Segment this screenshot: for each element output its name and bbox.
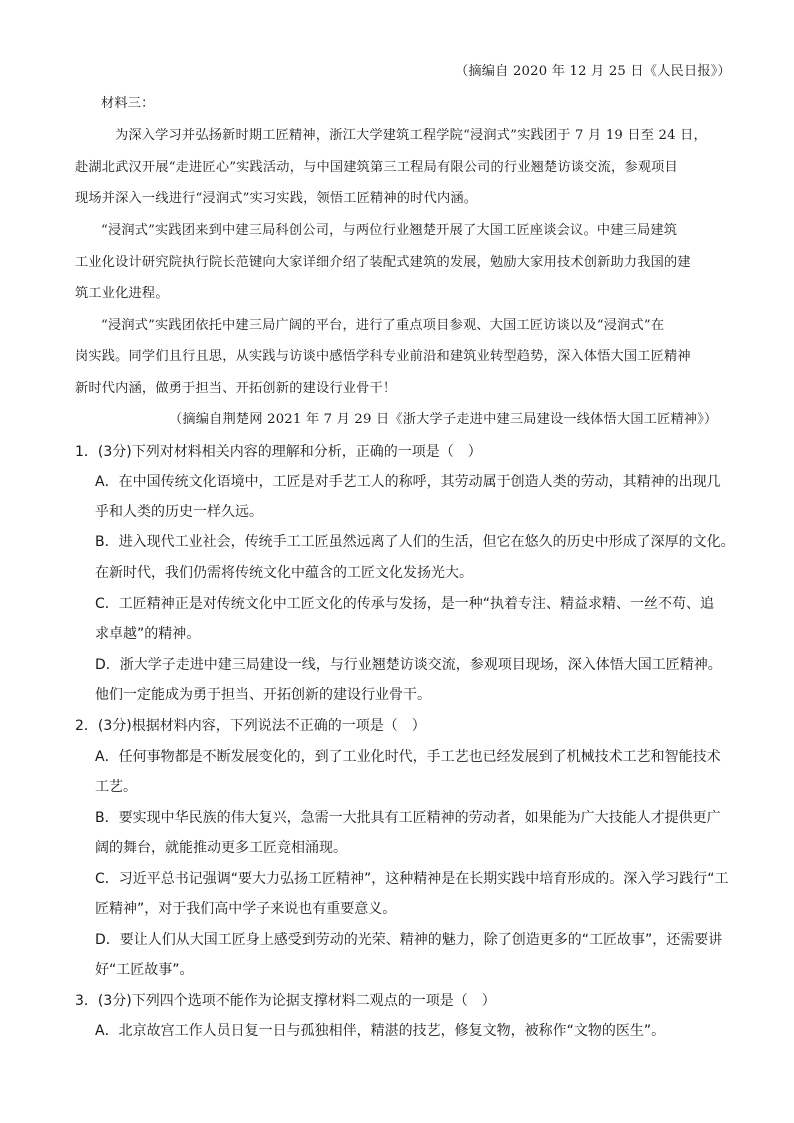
question-stem: 1．(3分)下列对材料相关内容的理解和分析，正确的一项是（ ） <box>75 444 482 460</box>
source-citation: （摘编自荆楚网 2021 年 7 月 29 日《浙大学子走进中建三局建设一线体悟大国工匠精神》） <box>169 412 718 427</box>
paragraph-line: 工业化设计研究院执行院长范键向大家详细介绍了装配式建筑的发展，勉励大家用技术创新助力我国的建 <box>75 255 691 270</box>
option-d-cont: 他们一定能成为勇于担当、开拓创新的建设行业骨干。 <box>95 687 431 703</box>
paragraph-line: “浸润式”实践团来到中建三局科创公司，与两位行业翘楚开展了大国工匠座谈会议。中建三局建筑 <box>101 223 678 238</box>
paragraph-line: “浸润式”实践团依托中建三局广阔的平台，进行了重点项目参观、大国工匠访谈以及“浸润式”在 <box>101 318 665 333</box>
paragraph-line: 新时代内涵，做勇于担当、开拓创新的建设行业骨干！ <box>75 381 397 396</box>
option-d: D．浙大学子走进中建三局建设一线，与行业翘楚访谈交流，参观项目现场，深入体悟大国工匠精神。 <box>95 657 722 673</box>
question-stem: 3．(3分)下列四个选项不能作为论据支撑材料二观点的一项是（ ） <box>75 993 496 1009</box>
option-b-cont: 阔的舞台，就能推动更多工匠竞相涌现。 <box>95 840 347 856</box>
source-citation-top: （摘编自 2020 年 12 月 25 日《人民日报》） <box>455 64 731 79</box>
paragraph-line: 岗实践。同学们且行且思，从实践与访谈中感悟学科专业前沿和建筑业转型趋势，深入体悟大国工匠精神 <box>75 349 691 364</box>
paragraph-line: 现场并深入一线进行“浸润式”实习实践，领悟工匠精神的时代内涵。 <box>75 191 478 206</box>
option-a: A．北京故宫工作人员日复一日与孤独相伴，精湛的技艺，修复文物，被称作“文物的医生”。 <box>95 1023 666 1039</box>
material-heading: 材料三： <box>101 96 155 111</box>
paragraph-line: 为深入学习并弘扬新时期工匠精神，浙江大学建筑工程学院“浸润式”实践团于 7 月 19 日至 24 日， <box>115 128 707 143</box>
option-c-cont: 求卓越”的精神。 <box>95 626 201 642</box>
option-a-cont: 乎和人类的历史一样久远。 <box>95 504 263 520</box>
option-d: D．要让人们从大国工匠身上感受到劳动的光荣、精神的魅力，除了创造更多的“工匠故事”，还需要讲 <box>95 932 723 948</box>
option-a: A．任何事物都是不断发展变化的，到了工业化时代，手工艺也已经发展到了机械技术工艺和智能技术 <box>95 749 721 765</box>
paragraph-line: 赴湖北武汉开展“走进匠心”实践活动，与中国建筑第三工程局有限公司的行业翘楚访谈交流，参观项目 <box>75 160 678 175</box>
option-c-cont: 匠精神”，对于我们高中学子来说也有重要意义。 <box>95 901 397 917</box>
option-b-cont: 在新时代，我们仍需将传统文化中蕴含的工匠文化发扬光大。 <box>95 565 473 581</box>
option-c: C．工匠精神正是对传统文化中工匠文化的传承与发扬，是一种“执着专注、精益求精、一丝不苟、追 <box>95 596 715 612</box>
option-d-cont: 好“工匠故事”。 <box>95 962 194 978</box>
option-b: B．要实现中华民族的伟大复兴，急需一大批具有工匠精神的劳动者，如果能为广大技能人才提供更广 <box>95 810 721 826</box>
option-a-cont: 工艺。 <box>95 779 137 795</box>
paragraph-line: 筑工业化进程。 <box>75 286 169 301</box>
question-stem: 2．(3分)根据材料内容，下列说法不正确的一项是（ ） <box>75 718 426 734</box>
option-a: A．在中国传统文化语境中，工匠是对手艺工人的称呼，其劳动属于创造人类的劳动，其精神的出现几 <box>95 474 721 490</box>
option-c: C．习近平总书记强调“要大力弘扬工匠精神”，这种精神是在长期实践中培育形成的。深入学习践行“工 <box>95 871 729 887</box>
option-b: B．进入现代工业社会，传统手工工匠虽然远离了人们的生活，但它在悠久的历史中形成了深厚的文化。 <box>95 534 735 550</box>
